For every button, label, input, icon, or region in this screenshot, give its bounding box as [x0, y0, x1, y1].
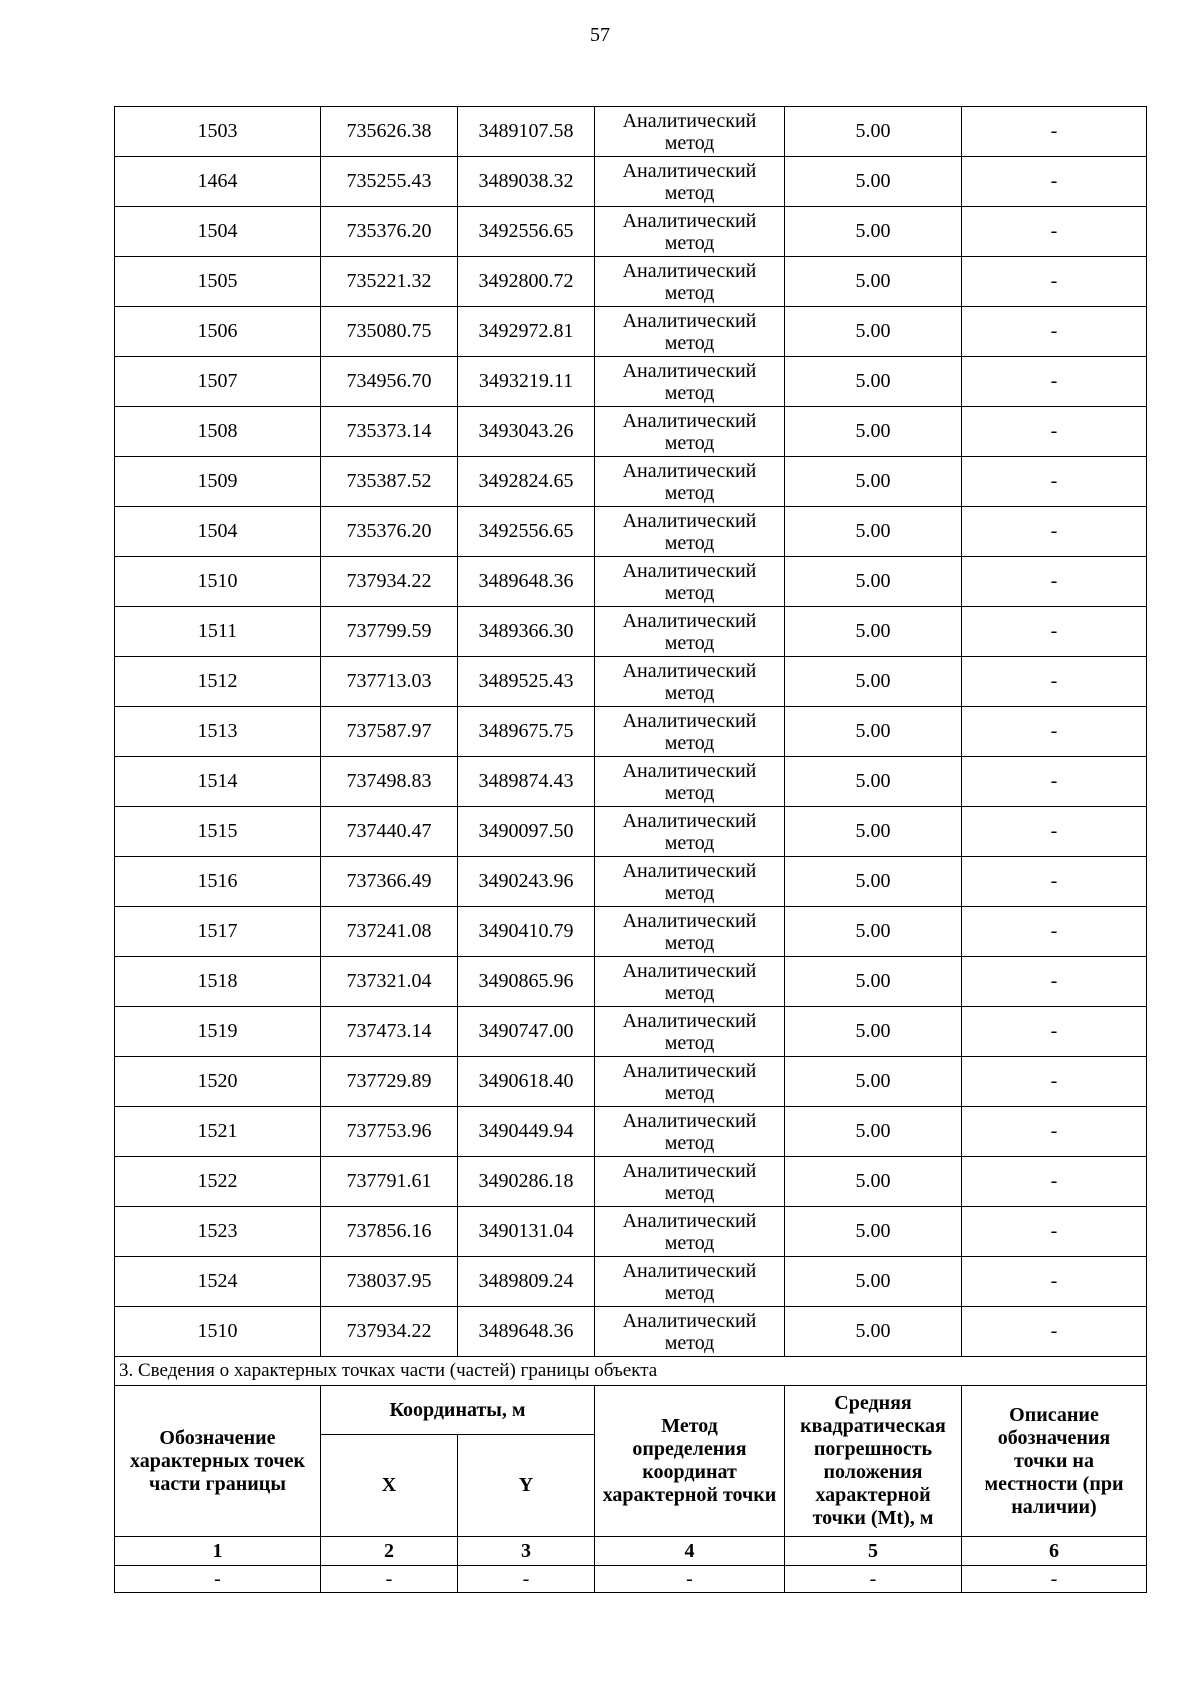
description-cell: -: [962, 907, 1147, 957]
method-line: Аналитический: [622, 409, 757, 432]
x-cell: 737440.47: [321, 807, 458, 857]
table-row: [115, 257, 1147, 307]
method-line: метод: [664, 981, 715, 1004]
mt-cell: 5.00: [785, 1157, 962, 1207]
coordinates-table: [114, 106, 1147, 1593]
method-line: Аналитический: [622, 709, 757, 732]
table-row: [115, 907, 1147, 957]
method-line: метод: [664, 731, 715, 754]
description-cell: -: [962, 1157, 1147, 1207]
empty-cell: -: [785, 1566, 962, 1593]
method-line: Аналитический: [622, 1009, 757, 1032]
y-cell: 3490286.18: [458, 1157, 595, 1207]
y-cell: 3490865.96: [458, 957, 595, 1007]
x-cell: 737498.83: [321, 757, 458, 807]
table-row: [115, 407, 1147, 457]
mt-cell: 5.00: [785, 707, 962, 757]
method-cell: [595, 207, 785, 257]
column-number: 5: [785, 1537, 962, 1566]
x-cell: 735080.75: [321, 307, 458, 357]
method-line: метод: [664, 931, 715, 954]
point-cell: 1517: [115, 907, 321, 957]
x-cell: 735376.20: [321, 207, 458, 257]
empty-cell: -: [962, 1566, 1147, 1593]
x-cell: 737934.22: [321, 1307, 458, 1357]
column-number: 1: [115, 1537, 321, 1566]
header-coords: Координаты, м: [321, 1386, 595, 1435]
method-line: Аналитический: [622, 659, 757, 682]
table-row: [115, 307, 1147, 357]
method-cell: [595, 857, 785, 907]
description-cell: -: [962, 757, 1147, 807]
table-row: [115, 1257, 1147, 1307]
method-line: метод: [664, 581, 715, 604]
method-line: метод: [664, 481, 715, 504]
method-cell: [595, 757, 785, 807]
y-cell: 3493043.26: [458, 407, 595, 457]
method-line: метод: [664, 1281, 715, 1304]
mt-cell: 5.00: [785, 107, 962, 157]
y-cell: 3489366.30: [458, 607, 595, 657]
method-cell: [595, 707, 785, 757]
point-cell: 1521: [115, 1107, 321, 1157]
method-line: Аналитический: [622, 1109, 757, 1132]
point-cell: 1507: [115, 357, 321, 407]
method-cell: [595, 1057, 785, 1107]
x-cell: 735387.52: [321, 457, 458, 507]
method-line: метод: [664, 231, 715, 254]
header-point: Обозначение характерных точек части границы: [115, 1386, 321, 1537]
table-row: [115, 507, 1147, 557]
point-cell: 1504: [115, 207, 321, 257]
method-line: метод: [664, 431, 715, 454]
x-cell: 737729.89: [321, 1057, 458, 1107]
point-cell: 1523: [115, 1207, 321, 1257]
method-line: Аналитический: [622, 1259, 757, 1282]
y-cell: 3489675.75: [458, 707, 595, 757]
method-line: метод: [664, 1331, 715, 1354]
x-cell: 737799.59: [321, 607, 458, 657]
description-cell: -: [962, 557, 1147, 607]
method-cell: [595, 957, 785, 1007]
mt-cell: 5.00: [785, 507, 962, 557]
mt-cell: 5.00: [785, 457, 962, 507]
header-desc: Описание обозначения точки на местности (при наличии): [962, 1386, 1147, 1537]
table-row: [115, 807, 1147, 857]
y-cell: 3489809.24: [458, 1257, 595, 1307]
point-cell: 1508: [115, 407, 321, 457]
mt-cell: 5.00: [785, 1207, 962, 1257]
method-line: Аналитический: [622, 359, 757, 382]
empty-cell: -: [115, 1566, 321, 1593]
description-cell: -: [962, 457, 1147, 507]
method-line: метод: [664, 631, 715, 654]
column-number: 3: [458, 1537, 595, 1566]
point-cell: 1510: [115, 1307, 321, 1357]
y-cell: 3492800.72: [458, 257, 595, 307]
x-cell: 737934.22: [321, 557, 458, 607]
y-cell: 3490097.50: [458, 807, 595, 857]
description-cell: -: [962, 1307, 1147, 1357]
x-cell: 737473.14: [321, 1007, 458, 1057]
y-cell: 3492824.65: [458, 457, 595, 507]
description-cell: -: [962, 657, 1147, 707]
column-number: 2: [321, 1537, 458, 1566]
mt-cell: 5.00: [785, 1307, 962, 1357]
method-line: метод: [664, 881, 715, 904]
method-line: Аналитический: [622, 109, 757, 132]
point-cell: 1518: [115, 957, 321, 1007]
page-number: 57: [590, 24, 610, 46]
method-cell: [595, 657, 785, 707]
table-row: [115, 357, 1147, 407]
method-cell: [595, 807, 785, 857]
x-cell: 735221.32: [321, 257, 458, 307]
x-cell: 735373.14: [321, 407, 458, 457]
method-line: метод: [664, 1131, 715, 1154]
method-cell: [595, 1157, 785, 1207]
point-cell: 1524: [115, 1257, 321, 1307]
x-cell: 735626.38: [321, 107, 458, 157]
y-cell: 3489107.58: [458, 107, 595, 157]
mt-cell: 5.00: [785, 257, 962, 307]
method-cell: [595, 307, 785, 357]
y-cell: 3489648.36: [458, 557, 595, 607]
point-cell: 1510: [115, 557, 321, 607]
method-cell: [595, 107, 785, 157]
x-cell: 734956.70: [321, 357, 458, 407]
mt-cell: 5.00: [785, 557, 962, 607]
method-line: Аналитический: [622, 559, 757, 582]
table-row: [115, 1157, 1147, 1207]
table-row: [115, 607, 1147, 657]
x-cell: 735376.20: [321, 507, 458, 557]
header-mt: Средняя квадратическая погрешность положения характерной точки (Mt), м: [785, 1386, 962, 1537]
method-line: Аналитический: [622, 1309, 757, 1332]
point-cell: 1522: [115, 1157, 321, 1207]
method-line: метод: [664, 131, 715, 154]
mt-cell: 5.00: [785, 607, 962, 657]
y-cell: 3489648.36: [458, 1307, 595, 1357]
y-cell: 3490449.94: [458, 1107, 595, 1157]
method-line: Аналитический: [622, 1209, 757, 1232]
point-cell: 1513: [115, 707, 321, 757]
table-row: [115, 1107, 1147, 1157]
method-cell: [595, 457, 785, 507]
point-cell: 1504: [115, 507, 321, 557]
x-cell: 737713.03: [321, 657, 458, 707]
column-number: 4: [595, 1537, 785, 1566]
method-cell: [595, 357, 785, 407]
table-row: [115, 757, 1147, 807]
table-row: [115, 1207, 1147, 1257]
y-cell: 3493219.11: [458, 357, 595, 407]
method-line: Аналитический: [622, 609, 757, 632]
method-cell: [595, 557, 785, 607]
x-cell: 737587.97: [321, 707, 458, 757]
method-cell: [595, 257, 785, 307]
method-cell: [595, 1007, 785, 1057]
description-cell: -: [962, 1057, 1147, 1107]
mt-cell: 5.00: [785, 857, 962, 907]
y-cell: 3492972.81: [458, 307, 595, 357]
description-cell: -: [962, 807, 1147, 857]
table-row: [115, 857, 1147, 907]
point-cell: 1519: [115, 1007, 321, 1057]
method-cell: [595, 907, 785, 957]
table-row: [115, 107, 1147, 157]
point-cell: 1505: [115, 257, 321, 307]
y-cell: 3489525.43: [458, 657, 595, 707]
description-cell: -: [962, 407, 1147, 457]
method-line: Аналитический: [622, 1159, 757, 1182]
description-cell: -: [962, 957, 1147, 1007]
mt-cell: 5.00: [785, 1057, 962, 1107]
method-line: Аналитический: [622, 159, 757, 182]
description-cell: -: [962, 207, 1147, 257]
method-line: Аналитический: [622, 909, 757, 932]
point-cell: 1516: [115, 857, 321, 907]
table-row: [115, 457, 1147, 507]
description-cell: -: [962, 257, 1147, 307]
point-cell: 1511: [115, 607, 321, 657]
point-cell: 1512: [115, 657, 321, 707]
method-line: метод: [664, 1181, 715, 1204]
y-cell: 3489874.43: [458, 757, 595, 807]
mt-cell: 5.00: [785, 307, 962, 357]
method-line: метод: [664, 831, 715, 854]
empty-cell: -: [321, 1566, 458, 1593]
y-cell: 3489038.32: [458, 157, 595, 207]
method-line: метод: [664, 331, 715, 354]
mt-cell: 5.00: [785, 1107, 962, 1157]
description-cell: -: [962, 507, 1147, 557]
column-numbers-row: [115, 1537, 1147, 1566]
mt-cell: 5.00: [785, 357, 962, 407]
x-cell: 737366.49: [321, 857, 458, 907]
empty-data-row: [115, 1566, 1147, 1593]
method-line: Аналитический: [622, 809, 757, 832]
point-cell: 1514: [115, 757, 321, 807]
mt-cell: 5.00: [785, 1007, 962, 1057]
x-cell: 737753.96: [321, 1107, 458, 1157]
description-cell: -: [962, 1007, 1147, 1057]
point-cell: 1509: [115, 457, 321, 507]
description-cell: -: [962, 157, 1147, 207]
method-line: метод: [664, 1081, 715, 1104]
mt-cell: 5.00: [785, 1257, 962, 1307]
empty-cell: -: [595, 1566, 785, 1593]
description-cell: -: [962, 1207, 1147, 1257]
method-cell: [595, 1307, 785, 1357]
header-method: Метод определения координат характерной точки: [595, 1386, 785, 1537]
method-cell: [595, 607, 785, 657]
method-line: Аналитический: [622, 459, 757, 482]
description-cell: -: [962, 707, 1147, 757]
y-cell: 3492556.65: [458, 207, 595, 257]
point-cell: 1515: [115, 807, 321, 857]
x-cell: 735255.43: [321, 157, 458, 207]
method-line: Аналитический: [622, 959, 757, 982]
method-line: Аналитический: [622, 1059, 757, 1082]
table-row: [115, 657, 1147, 707]
x-cell: 737241.08: [321, 907, 458, 957]
mt-cell: 5.00: [785, 957, 962, 1007]
method-line: Аналитический: [622, 859, 757, 882]
description-cell: -: [962, 107, 1147, 157]
method-line: метод: [664, 781, 715, 804]
y-cell: 3490618.40: [458, 1057, 595, 1107]
mt-cell: 5.00: [785, 207, 962, 257]
column-number: 6: [962, 1537, 1147, 1566]
table-row: [115, 1057, 1147, 1107]
point-cell: 1464: [115, 157, 321, 207]
method-line: метод: [664, 281, 715, 304]
mt-cell: 5.00: [785, 157, 962, 207]
method-line: метод: [664, 381, 715, 404]
mt-cell: 5.00: [785, 757, 962, 807]
x-cell: 737791.61: [321, 1157, 458, 1207]
method-line: метод: [664, 681, 715, 704]
table-row: [115, 707, 1147, 757]
x-cell: 737321.04: [321, 957, 458, 1007]
method-cell: [595, 507, 785, 557]
y-cell: 3492556.65: [458, 507, 595, 557]
y-cell: 3490410.79: [458, 907, 595, 957]
description-cell: -: [962, 1107, 1147, 1157]
y-cell: 3490747.00: [458, 1007, 595, 1057]
method-line: метод: [664, 181, 715, 204]
description-cell: -: [962, 357, 1147, 407]
method-cell: [595, 1107, 785, 1157]
mt-cell: 5.00: [785, 807, 962, 857]
method-cell: [595, 407, 785, 457]
x-cell: 738037.95: [321, 1257, 458, 1307]
mt-cell: 5.00: [785, 907, 962, 957]
method-line: метод: [664, 1231, 715, 1254]
method-line: Аналитический: [622, 259, 757, 282]
method-line: Аналитический: [622, 209, 757, 232]
method-line: Аналитический: [622, 759, 757, 782]
y-cell: 3490131.04: [458, 1207, 595, 1257]
table-row: [115, 1307, 1147, 1357]
method-line: метод: [664, 1031, 715, 1054]
table-row: [115, 207, 1147, 257]
point-cell: 1506: [115, 307, 321, 357]
method-line: метод: [664, 531, 715, 554]
mt-cell: 5.00: [785, 657, 962, 707]
description-cell: -: [962, 857, 1147, 907]
method-cell: [595, 157, 785, 207]
table-row: [115, 557, 1147, 607]
point-cell: 1503: [115, 107, 321, 157]
description-cell: -: [962, 1257, 1147, 1307]
y-cell: 3490243.96: [458, 857, 595, 907]
section3-title: 3. Сведения о характерных точках части (частей) границы объекта: [115, 1357, 1147, 1386]
section3-block: [115, 1357, 1147, 1593]
table-row: [115, 157, 1147, 207]
x-cell: 737856.16: [321, 1207, 458, 1257]
point-cell: 1520: [115, 1057, 321, 1107]
method-line: Аналитический: [622, 509, 757, 532]
method-line: Аналитический: [622, 309, 757, 332]
empty-cell: -: [458, 1566, 595, 1593]
header-x: X: [321, 1435, 458, 1537]
mt-cell: 5.00: [785, 407, 962, 457]
method-cell: [595, 1207, 785, 1257]
header-y: Y: [458, 1435, 595, 1537]
description-cell: -: [962, 607, 1147, 657]
table-row: [115, 957, 1147, 1007]
description-cell: -: [962, 307, 1147, 357]
coordinates-table-body: [115, 107, 1147, 1357]
table-row: [115, 1007, 1147, 1057]
method-cell: [595, 1257, 785, 1307]
